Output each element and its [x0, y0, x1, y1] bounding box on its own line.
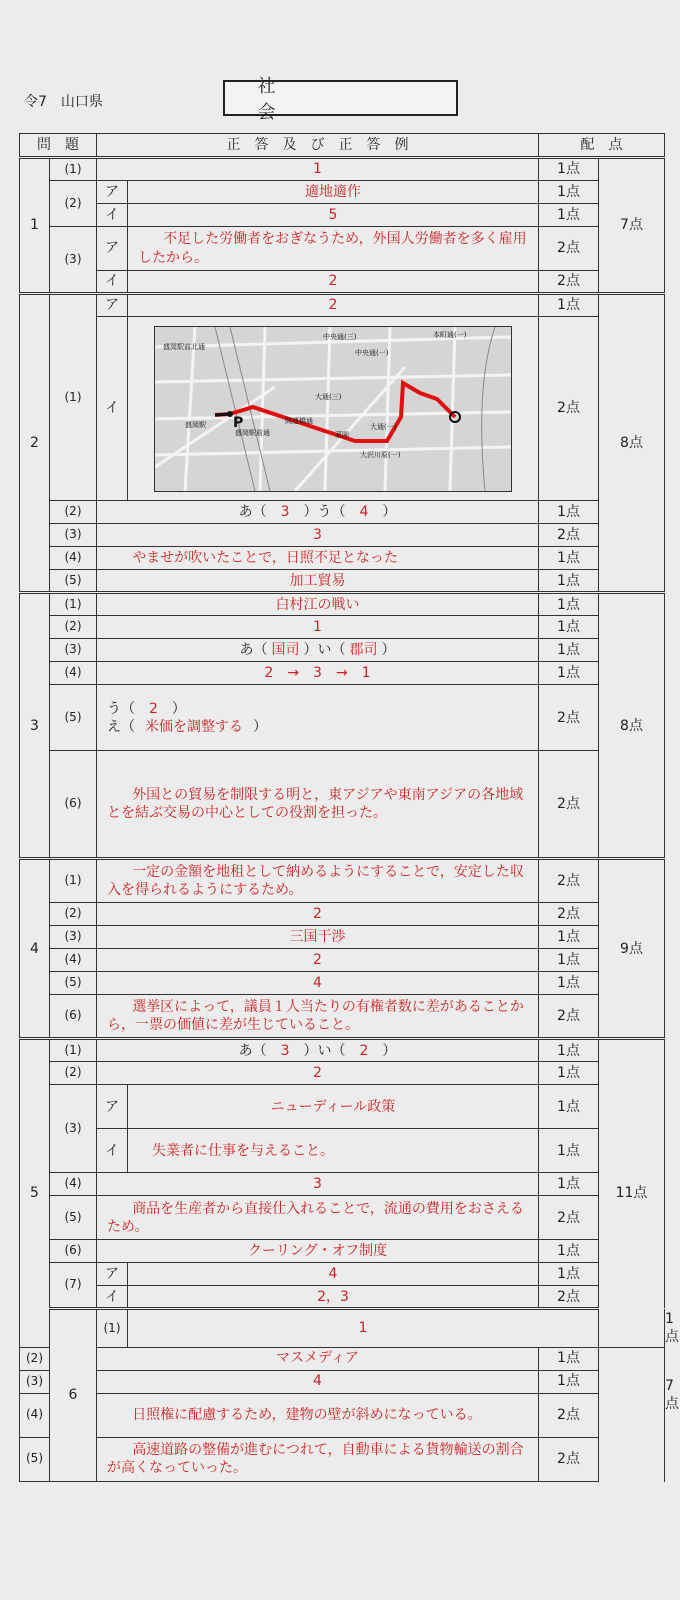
answer-cell: 加工貿易: [97, 570, 539, 593]
points-cell: 2点: [539, 995, 599, 1039]
question-label: (4): [20, 1393, 50, 1437]
points-cell: 2点: [539, 271, 599, 294]
points-cell: 2点: [539, 317, 599, 501]
map-label: 大通(三): [315, 392, 342, 401]
section-number: 6: [50, 1309, 97, 1481]
section-total: 8点: [599, 593, 665, 859]
question-label: (4): [50, 547, 97, 570]
answer-cell: ニューディール政策: [128, 1085, 539, 1129]
sub-label: イ: [97, 1129, 128, 1173]
points-cell: 1点: [539, 294, 599, 317]
table-row: [20, 995, 665, 1039]
section-total: 8点: [599, 294, 665, 593]
table-row: [20, 158, 665, 181]
points-cell: 2点: [539, 524, 599, 547]
question-label: (2): [50, 501, 97, 524]
map-label: 大沢川原(一): [360, 450, 401, 459]
sub-label: ア: [97, 1263, 128, 1286]
sub-label: ア: [97, 1085, 128, 1129]
map-label: 菜園: [335, 430, 349, 439]
sub-label: ア: [97, 227, 128, 271]
sub-label: ア: [97, 181, 128, 204]
table-row: [20, 1347, 665, 1370]
points-cell: 1点: [539, 158, 599, 181]
table-row: [20, 227, 665, 271]
answer-cell: 外国との貿易を制限する明と，東アジアや東南アジアの各地域とを結ぶ交易の中心としての役割を担った。: [97, 751, 539, 859]
points-cell: 1点: [539, 926, 599, 949]
table-row: [20, 181, 665, 204]
question-label: (1): [50, 158, 97, 181]
question-label: (3): [50, 1085, 97, 1173]
sub-label: イ: [97, 204, 128, 227]
section-number: 3: [20, 593, 50, 859]
route-map: [154, 326, 512, 492]
map-label: 開運橋通: [285, 416, 313, 425]
col-points: 配 点: [539, 134, 665, 158]
question-label: (3): [50, 524, 97, 547]
sub-label: イ: [97, 1286, 128, 1309]
question-label: (1): [50, 859, 97, 903]
question-label: (6): [50, 1240, 97, 1263]
table-row: [20, 294, 665, 317]
answer-cell: 4: [97, 972, 539, 995]
section-total: 9点: [599, 859, 665, 1039]
table-row: [20, 1263, 665, 1286]
question-label: (5): [20, 1437, 50, 1481]
parking-label: P: [233, 414, 244, 431]
question-label: (2): [50, 903, 97, 926]
points-cell: 1点: [539, 1085, 599, 1129]
table-row: [20, 1286, 665, 1309]
points-cell: 1点: [539, 181, 599, 204]
question-label: (5): [50, 570, 97, 593]
table-row: [20, 1085, 665, 1129]
table-row: 6 (1) 1 1点 7点: [20, 1309, 665, 1347]
answer-cell: 2: [97, 1062, 539, 1085]
answer-cell: 2: [97, 903, 539, 926]
points-cell: 1点: [539, 1370, 599, 1393]
page-title: 社 会: [223, 80, 458, 116]
sub-label: イ: [97, 317, 128, 501]
section-number: 4: [20, 859, 50, 1039]
answer-cell: 商品を生産者から直接仕入れることで，流通の費用をおさえるため。: [97, 1196, 539, 1240]
question-label: (4): [50, 662, 97, 685]
table-row: [20, 570, 665, 593]
table-row: [20, 926, 665, 949]
points-cell: 2点: [539, 685, 599, 751]
answer-cell: マスメディア: [97, 1347, 539, 1370]
answer-cell: 2: [128, 271, 539, 294]
map-svg: [155, 327, 511, 491]
question-label: (1): [50, 593, 97, 616]
question-label: (2): [50, 1062, 97, 1085]
question-label: (1): [50, 294, 97, 501]
table-row: [20, 616, 665, 639]
points-cell: 1点: [539, 1347, 599, 1370]
question-label: (1): [97, 1309, 128, 1347]
sub-label: ア: [97, 294, 128, 317]
header-row: [20, 134, 665, 158]
points-cell: 2点: [539, 1196, 599, 1240]
col-problem: 問 題: [20, 134, 97, 158]
table-row: [20, 1437, 665, 1481]
table-row: [20, 547, 665, 570]
map-label: 盛岡駅前北通: [163, 342, 205, 351]
answer-cell: 4: [128, 1263, 539, 1286]
points-cell: 1点: [539, 1173, 599, 1196]
answer-cell: 高速道路の整備が進むにつれて，自動車による貨物輸送の割合が高くなっていった。: [97, 1437, 539, 1481]
map-label: 中央通(一): [355, 348, 389, 357]
table-row: [20, 271, 665, 294]
table-row: [20, 1196, 665, 1240]
answer-cell: クーリング・オフ制度: [97, 1240, 539, 1263]
answer-table: [19, 133, 679, 1482]
answer-cell: 三国干渉: [97, 926, 539, 949]
answer-cell: あ（ 国司 ）い（ 郡司 ）: [97, 639, 539, 662]
table-row: [20, 639, 665, 662]
answer-cell: 3: [97, 524, 539, 547]
points-cell: 1点: [539, 662, 599, 685]
question-label: (1): [50, 1039, 97, 1062]
table-row: [20, 204, 665, 227]
question-label: (4): [50, 949, 97, 972]
points-cell: 2点: [539, 1393, 599, 1437]
question-label: (2): [20, 1347, 50, 1370]
sub-label: イ: [97, 271, 128, 294]
table-row: [20, 949, 665, 972]
answer-cell: あ（ 3 ）う（ 4 ）: [97, 501, 539, 524]
points-cell: 1点: [539, 1129, 599, 1173]
question-label: (2): [50, 181, 97, 227]
answer-cell: 2 → 3 → 1: [97, 662, 539, 685]
points-cell: 2点: [539, 227, 599, 271]
table-row: [20, 1062, 665, 1085]
question-label: (7): [50, 1263, 97, 1309]
answer-cell: 不足した労働者をおぎなうため，外国人労働者を多く雇用したから。: [128, 227, 539, 271]
section-number: 5: [20, 1039, 50, 1347]
points-cell: 1点: [539, 204, 599, 227]
points-cell: 1点: [539, 1039, 599, 1062]
points-cell: 1点: [539, 1062, 599, 1085]
question-label: (5): [50, 685, 97, 751]
table-row: [20, 593, 665, 616]
map-label: 本町通(一): [433, 330, 467, 339]
answer-cell: 1: [128, 1309, 599, 1347]
table-row: [20, 1129, 665, 1173]
answer-cell: 選挙区によって，議員１人当たりの有権者数に差があることから，一票の価値に差が生じていること。: [97, 995, 539, 1039]
map-label: 盛岡駅前通: [235, 428, 270, 437]
table-row: [20, 501, 665, 524]
question-label: (3): [50, 926, 97, 949]
points-cell: 1点: [539, 570, 599, 593]
answer-cell: あ（ 3 ）い（ 2 ）: [97, 1039, 539, 1062]
points-cell: 1点: [539, 616, 599, 639]
answer-cell: 1: [97, 616, 539, 639]
question-label: (2): [50, 616, 97, 639]
answer-cell: 日照権に配慮するため，建物の壁が斜めになっている。: [97, 1393, 539, 1437]
answer-cell: 3: [97, 1173, 539, 1196]
points-cell: 1点: [539, 639, 599, 662]
table-row: [20, 685, 665, 751]
answer-cell: 5: [128, 204, 539, 227]
table-row: [20, 1393, 665, 1437]
points-cell: 2点: [539, 1437, 599, 1481]
answer-cell: う（ 2 ） え（ 米価を調整する ）: [97, 685, 539, 751]
section-total: 11点: [599, 1039, 665, 1347]
question-label: (5): [50, 972, 97, 995]
table-row: [20, 662, 665, 685]
answer-cell: 失業者に仕事を与えること。: [128, 1129, 539, 1173]
table-row: [20, 903, 665, 926]
table-row: [20, 1370, 665, 1393]
col-answer: 正 答 及 び 正 答 例: [97, 134, 539, 158]
points-cell: 1点: [539, 501, 599, 524]
points-cell: 2点: [539, 1286, 599, 1309]
answer-cell: 2: [97, 949, 539, 972]
points-cell: 1点: [539, 593, 599, 616]
map-label: 大通(一): [370, 422, 397, 431]
question-label: (6): [50, 751, 97, 859]
answer-cell: 2: [128, 294, 539, 317]
points-cell: 1点: [539, 1263, 599, 1286]
section-total: 7点: [599, 158, 665, 294]
question-label: (3): [50, 639, 97, 662]
section-number: 2: [20, 294, 50, 593]
points-cell: 1点: [539, 949, 599, 972]
points-cell: 2点: [539, 903, 599, 926]
points-cell: 1点: [539, 1240, 599, 1263]
question-label: (3): [50, 227, 97, 294]
answer-cell: 4: [97, 1370, 539, 1393]
table-row: [20, 1039, 665, 1062]
answer-cell: 白村江の戦い: [97, 593, 539, 616]
answer-cell: 適地適作: [128, 181, 539, 204]
points-cell: 2点: [539, 751, 599, 859]
map-label: 盛岡駅: [185, 420, 206, 429]
table-row: [20, 317, 665, 501]
table-row: [20, 1173, 665, 1196]
answer-cell: 2，3: [128, 1286, 539, 1309]
map-label: 中央通(三): [323, 332, 357, 341]
points-cell: 2点: [539, 859, 599, 903]
answer-cell: 一定の金額を地租として納めるようにすることで，安定した収入を得られるようにするため。: [97, 859, 539, 903]
points-cell: 1点: [539, 972, 599, 995]
section-number: 1: [20, 158, 50, 294]
table-row: [20, 1240, 665, 1263]
answer-cell: 1: [97, 158, 539, 181]
map-cell: [128, 317, 539, 501]
points-cell: 1点: [539, 547, 599, 570]
table-row: [20, 859, 665, 903]
table-row: [20, 972, 665, 995]
answer-cell: やませが吹いたことで，日照不足となった: [97, 547, 539, 570]
header-prefecture: 令7 山口県: [24, 94, 103, 110]
question-label: (3): [20, 1370, 50, 1393]
question-label: (6): [50, 995, 97, 1039]
table-row: [20, 524, 665, 547]
question-label: (4): [50, 1173, 97, 1196]
question-label: (5): [50, 1196, 97, 1240]
table-row: [20, 751, 665, 859]
